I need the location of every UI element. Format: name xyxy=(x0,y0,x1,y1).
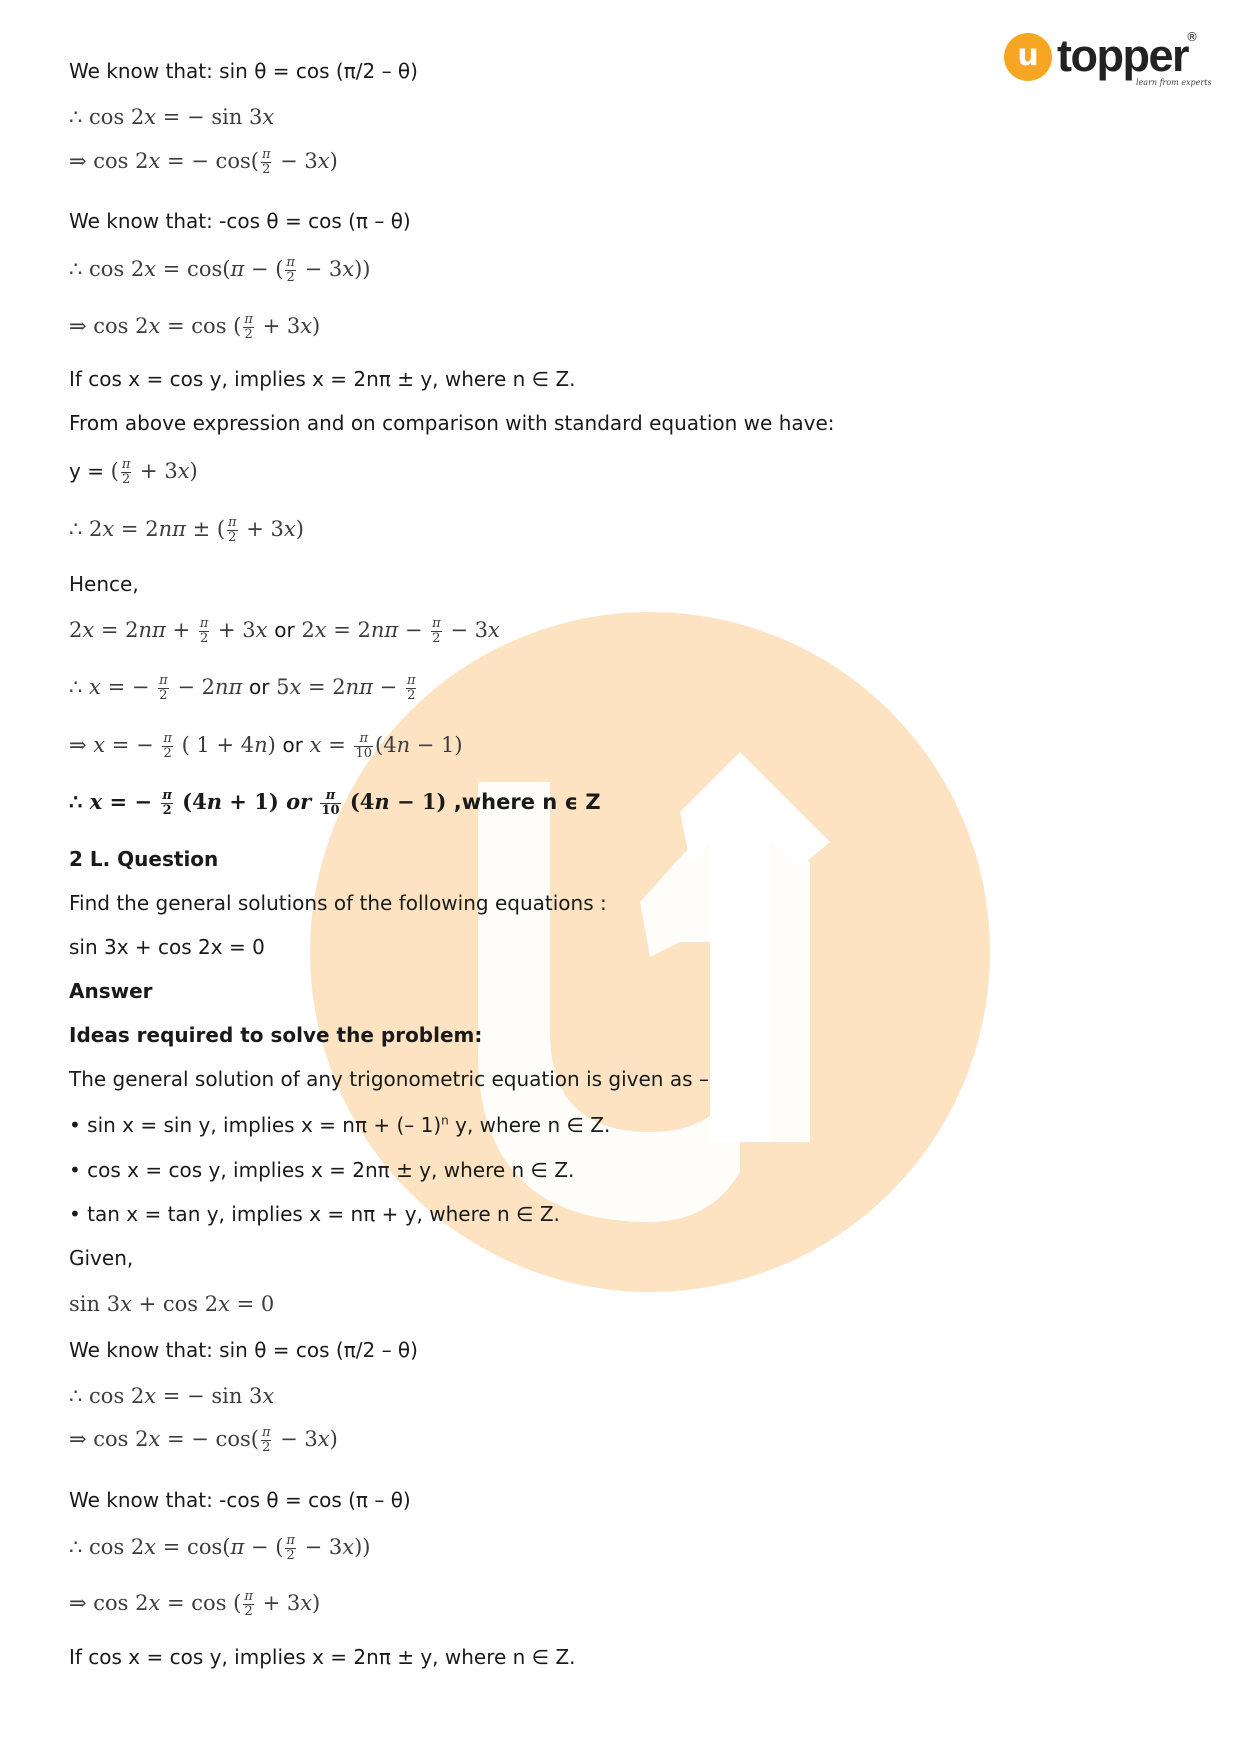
math-line: ∴ cos 2x = − sin 3x xyxy=(69,1384,275,1408)
math-line: ⇒ cos 2x = − cos( $\frac{\pi}{2}$ − 3x) xyxy=(69,1425,338,1455)
answer-heading: Answer xyxy=(69,979,153,1003)
registered-mark: ® xyxy=(1186,30,1198,44)
math-line: ⇒ x = − $\frac{\pi}{2}$ ( 1 + 4n) or x = $\frac{\pi}{10}$ (4n − 1) xyxy=(69,731,463,761)
question-text: Find the general solutions of the following equations : xyxy=(69,891,607,915)
text-line: Hence, xyxy=(69,572,139,596)
text-line: We know that: -cos θ = cos (π – θ) xyxy=(69,209,411,233)
watermark-logo xyxy=(310,612,990,1292)
question-heading: 2 L. Question xyxy=(69,847,219,871)
text-line: We know that: -cos θ = cos (π – θ) xyxy=(69,1488,411,1512)
logo-wordmark: topper xyxy=(1057,30,1188,81)
text-line: The general solution of any trigonometric equation is given as – xyxy=(69,1067,709,1091)
math-line: ⇒ cos 2x = cos ( $\frac{\pi}{2}$ + 3x) xyxy=(69,1589,321,1619)
bullet-item: • tan x = tan y, implies x = nπ + y, where n ∈ Z. xyxy=(69,1202,560,1226)
text-line: From above expression and on comparison with standard equation we have: xyxy=(69,411,835,435)
math-line: 2x = 2nπ + $\frac{\pi}{2}$ + 3x or 2x = 2nπ − $\frac{\pi}{2}$ − 3x xyxy=(69,616,500,646)
math-line: ∴ cos 2x = − sin 3x xyxy=(69,105,275,129)
math-line: ∴ 2x = 2nπ ± ( $\frac{\pi}{2}$ + 3x) xyxy=(69,515,304,545)
logo-tagline: learn from experts xyxy=(1136,78,1212,87)
math-line: ∴ cos 2x = cos(π − ( $\frac{\pi}{2}$ − 3x)) xyxy=(69,1533,371,1563)
math-line: ⇒ cos 2x = cos ( $\frac{\pi}{2}$ + 3x) xyxy=(69,312,321,342)
bullet-item: • sin x = sin y, implies x = nπ + (– 1)$^n$ y, where n ∈ Z. xyxy=(69,1113,611,1137)
question-equation: sin 3x + cos 2x = 0 xyxy=(69,935,265,959)
text-line: We know that: sin θ = cos (π/2 – θ) xyxy=(69,1338,418,1362)
math-line: ∴ x = − $\frac{\pi}{2}$ − 2nπ or 5x = 2nπ − $\frac{\pi}{2}$ xyxy=(69,673,416,703)
text-line: Given, xyxy=(69,1246,134,1270)
ideas-heading: Ideas required to solve the problem: xyxy=(69,1023,483,1047)
math-line: ∴ cos 2x = cos(π − ( $\frac{\pi}{2}$ − 3x)) xyxy=(69,255,371,285)
bullet-item: • cos x = cos y, implies x = 2nπ ± y, where n ∈ Z. xyxy=(69,1158,575,1182)
topper-logo xyxy=(1004,30,1212,90)
text-line: If cos x = cos y, implies x = 2nπ ± y, where n ∈ Z. xyxy=(69,1645,576,1669)
math-line: y = ( $\frac{\pi}{2}$ + 3x) xyxy=(69,457,198,487)
math-line-final: ∴ x = − $\frac{\pi}{2}$ (4n + 1) or $\frac{\pi}{10}$ (4n − 1) ,where n ϵ Z xyxy=(69,788,601,818)
text-line: We know that: sin θ = cos (π/2 – θ) xyxy=(69,59,418,83)
math-line: sin 3x + cos 2x = 0 xyxy=(69,1292,275,1316)
math-line: ⇒ cos 2x = − cos( $\frac{\pi}{2}$ − 3x) xyxy=(69,147,338,177)
text-line: If cos x = cos y, implies x = 2nπ ± y, where n ∈ Z. xyxy=(69,367,576,391)
logo-badge-icon: u xyxy=(1004,33,1052,81)
